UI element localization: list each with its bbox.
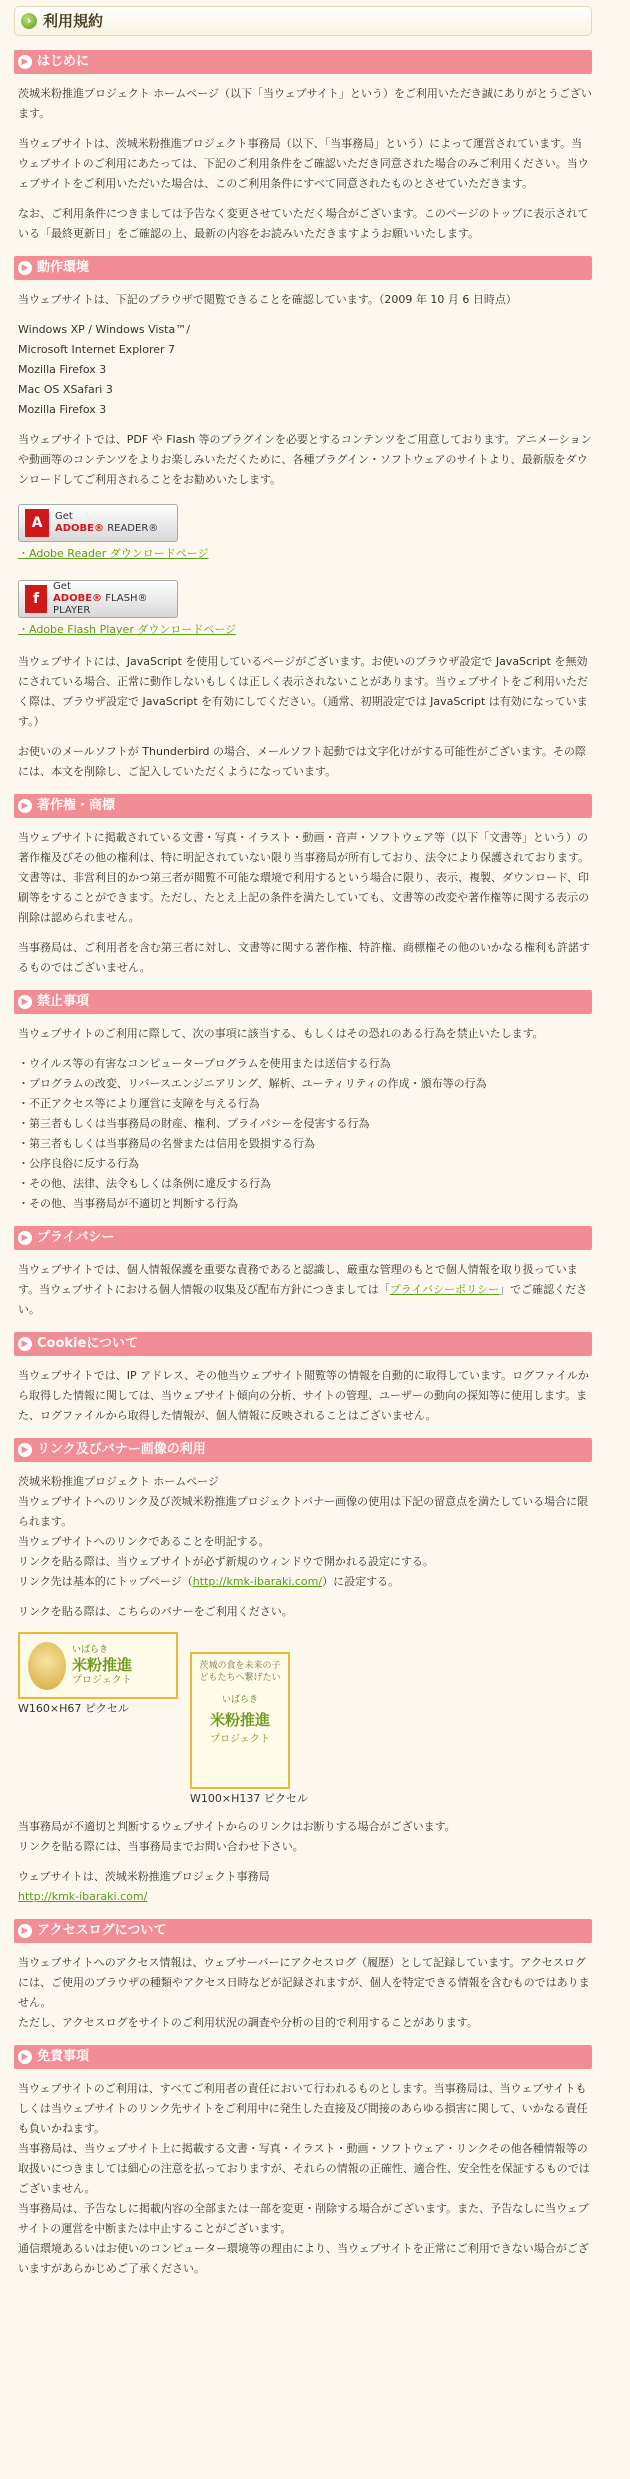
section-heading: ▶ 動作環境 xyxy=(14,256,592,280)
section-access-log xyxy=(14,1919,592,2033)
arrow-bullet-icon: › xyxy=(21,13,37,29)
disclaimer-paragraph-2: 当事務局は、当ウェブサイト上に掲載する文書・写真・イラスト・動画・ソフトウェア・リンクその他各種情報等の取扱いにつきましては細心の注意を払っておりますが、それらの情報の正確性、適合性、安全性を保証するものではございません。 xyxy=(18,2142,590,2195)
links-paragraph-1: 茨城米粉推進プロジェクト ホームページ xyxy=(18,1475,220,1488)
links-paragraph-4: リンクを貼る際は、当ウェブサイトが必ず新規のウィンドウで開かれる設定にする。 xyxy=(18,1555,434,1568)
arrow-icon: ▶ xyxy=(18,1924,32,1938)
cookie-paragraph: 当ウェブサイトでは、IP アドレス、その他当ウェブサイト閲覧等の情報を自動的に取得しています。ログファイルから取得した情報に関しては、当ウェブサイト傾向の分析、サイトの管理、ユーザーの動向の探知等に使用します。また、ログファイルから取得した情報が、個人情報に反映されることはございません。 xyxy=(18,1369,589,1422)
browser-list xyxy=(18,320,592,420)
list-item: ・不正アクセス等により運営に支障を与える行為 xyxy=(18,1097,260,1110)
list-item: ・その他、法律、法令もしくは条例に違反する行為 xyxy=(18,1177,271,1190)
env-paragraph-3: 当ウェブサイトには、JavaScript を使用しているページがございます。お使いのブラウザ設定で JavaScript を無効にされている場合、正常に動作しないもしくは正しく表示されないことがあります。当ウェブサイトをご利用いただく際は、ブラウザ設定で JavaScript を有効にしてください。（通常、初期設定では JavaScript は有効になっています。） xyxy=(18,655,588,728)
list-item: Windows XP / Windows Vista™/ xyxy=(18,323,190,336)
top-page-link[interactable]: http://kmk-ibaraki.com/ xyxy=(192,1575,323,1588)
section-prohibited xyxy=(14,990,592,1214)
prohibited-list xyxy=(18,1054,592,1214)
section-copyright xyxy=(14,794,592,978)
arrow-icon: ▶ xyxy=(18,995,32,1009)
arrow-icon: ▶ xyxy=(18,1231,32,1245)
banner-100 xyxy=(178,1632,308,1809)
banner-caption: W160×H67 ピクセル xyxy=(18,1702,129,1715)
get-flash-player-button[interactable]: f Get ADOBE® FLASH® PLAYER xyxy=(18,580,178,618)
intro-paragraph-2: 当ウェブサイトは、茨城米粉推進プロジェクト事務局（以下、「当事務局」という）によって運営されています。当ウェブサイトのご利用にあたっては、下記のご利用条件をご確認いただき同意された場合のみご利用ください。当ウェブサイトをご利用いただいた場合は、このご利用条件にすべて同意されたものとさせていただきます。 xyxy=(18,137,589,190)
flash-player-icon: f xyxy=(25,585,47,613)
list-item: ・公序良俗に反する行為 xyxy=(18,1157,139,1170)
links-paragraph-6: リンクを貼る際は、こちらのバナーをご利用ください。 xyxy=(18,1605,293,1618)
links-paragraph-8: リンクを貼る際には、当事務局までお問い合わせ下さい。 xyxy=(18,1840,304,1853)
section-links xyxy=(14,1438,592,1907)
section-environment xyxy=(14,256,592,782)
section-heading: ▶ プライバシー xyxy=(14,1226,592,1250)
list-item: Microsoft Internet Explorer 7 xyxy=(18,343,176,356)
env-paragraph-2: 当ウェブサイトでは、PDF や Flash 等のプラグインを必要とするコンテンツをご用意しております。アニメーションや動画等のコンテンツをよりお楽しみいただくために、各種プラグイン・ソフトウェアのサイトより、最新版をダウンロードしてご利用されることをお勧めいたします。 xyxy=(18,433,592,486)
section-heading: ▶ 禁止事項 xyxy=(14,990,592,1014)
list-item: ・その他、当事務局が不適切と判断する行為 xyxy=(18,1197,238,1210)
banner-caption: W100×H137 ピクセル xyxy=(190,1792,308,1805)
section-heading: ▶ 免責事項 xyxy=(14,2045,592,2069)
arrow-icon: ▶ xyxy=(18,55,32,69)
list-item: Mozilla Firefox 3 xyxy=(18,363,107,376)
accesslog-paragraph-1: 当ウェブサイトへのアクセス情報は、ウェブサーバーにアクセスログ（履歴）として記録しています。アクセスログには、ご使用のブラウザの種類やアクセス日時などが記録されますが、個人を特定できる情報を含むものではありません。 xyxy=(18,1956,590,2009)
copyright-paragraph-1: 当ウェブサイトに掲載されている文書・写真・イラスト・動画・音声・ソフトウェア等（以下「文書等」という）の著作権及びその他の権利は、特に明記されていない限り当事務局が所有しており、法令により保護されております。文書等は、非営利目的かつ第三者が閲覧不可能な環境で利用するという場合に限り、表示、複製、ダウンロード、印刷等をすることができます。ただし、たとえ上記の条件を満たしていても、文書等の改変や著作権等に関する表示の削除は認められません。 xyxy=(18,831,590,924)
arrow-icon: ▶ xyxy=(18,2050,32,2064)
arrow-icon: ▶ xyxy=(18,261,32,275)
get-adobe-reader-button[interactable]: A Get ADOBE® READER® xyxy=(18,504,178,542)
list-item: ・ウイルス等の有害なコンピュータープログラムを使用または送信する行為 xyxy=(18,1057,391,1070)
office-website-link[interactable]: http://kmk-ibaraki.com/ xyxy=(18,1890,148,1903)
links-paragraph-5: リンク先は基本的にトップページ（http://kmk-ibaraki.com/）に設定する。 xyxy=(18,1575,400,1588)
adobe-reader-icon: A xyxy=(25,509,49,537)
links-paragraph-9: ウェブサイトは、茨城米粉推進プロジェクト事務局 xyxy=(18,1870,270,1883)
list-item: Mozilla Firefox 3 xyxy=(18,403,107,416)
disclaimer-paragraph-1: 当ウェブサイトのご利用は、すべてご利用者の責任において行われるものとします。当事務局は、当ウェブサイトもしくは当ウェブサイトのリンク先サイトをご利用中に発生した直接及び間接のあらゆる損害に関して、いかなる責任も負いかねます。 xyxy=(18,2082,588,2135)
section-heading: ▶ リンク及びバナー画像の利用 xyxy=(14,1438,592,1462)
privacy-paragraph: 当ウェブサイトでは、個人情報保護を重要な責務であると認識し、厳重な管理のもとで個人情報を取り扱っています。当ウェブサイトにおける個人情報の収集及び配布方針につきましては「プライバシーポリシー」でご確認ください。 xyxy=(18,1263,588,1316)
page-header xyxy=(14,6,592,36)
banner-image-100x137[interactable]: 茨城の食を未来の子どもたちへ繋げたい いばらき 米粉推進 プロジェクト xyxy=(190,1652,290,1789)
list-item: ・プログラムの改変、リバースエンジニアリング、解析、ユーティリティの作成・頒布等の行為 xyxy=(18,1077,487,1090)
banner-group xyxy=(18,1632,592,1809)
env-paragraph-1: 当ウェブサイトは、下記のブラウザで閲覧できることを確認しています。（2009 年 10 月 6 日時点） xyxy=(18,293,517,306)
disclaimer-paragraph-3: 当事務局は、予告なしに掲載内容の全部または一部を変更・削除する場合がございます。また、予告なしに当ウェブサイトの運営を中断または中止することがございます。 xyxy=(18,2202,589,2235)
links-paragraph-2: 当ウェブサイトへのリンク及び茨城米粉推進プロジェクトバナー画像の使用は下記の留意点を満たしている場合に限られます。 xyxy=(18,1495,589,1528)
disclaimer-paragraph-4: 通信環境あるいはお使いのコンピューター環境等の理由により、当ウェブサイトを正常にご利用できない場合がございますがあらかじめご了承ください。 xyxy=(18,2242,589,2275)
list-item: ・第三者もしくは当事務局の財産、権利、プライバシーを侵害する行為 xyxy=(18,1117,370,1130)
links-paragraph-7: 当事務局が不適切と判断するウェブサイトからのリンクはお断りする場合がございます。 xyxy=(18,1820,456,1833)
banner-160 xyxy=(18,1632,178,1719)
section-heading: ▶ Cookieについて xyxy=(14,1332,592,1356)
accesslog-paragraph-2: ただし、アクセスログをサイトのご利用状況の調査や分析の目的で利用することがあります。 xyxy=(18,2016,479,2029)
section-disclaimer xyxy=(14,2045,592,2279)
page-title: 利用規約 xyxy=(43,12,104,30)
links-paragraph-3: 当ウェブサイトへのリンクであることを明記する。 xyxy=(18,1535,270,1548)
list-item: Mac OS XSafari 3 xyxy=(18,383,113,396)
rice-icon xyxy=(28,1642,66,1690)
section-intro xyxy=(14,50,592,244)
env-paragraph-4: お使いのメールソフトが Thunderbird の場合、メールソフト起動では文字化けがする可能性がございます。その際には、本文を削除し、ご記入していただくようになっています。 xyxy=(18,745,586,778)
section-heading: ▶ 著作権・商標 xyxy=(14,794,592,818)
arrow-icon: ▶ xyxy=(18,799,32,813)
flash-player-download-link[interactable]: ・Adobe Flash Player ダウンロードページ xyxy=(18,623,237,636)
intro-paragraph-3: なお、ご利用条件につきましては予告なく変更させていただく場合がございます。このページのトップに表示されている「最終更新日」をご確認の上、最新の内容をお読みいただきますようお願いいたします。 xyxy=(18,207,589,240)
arrow-icon: ▶ xyxy=(18,1443,32,1457)
intro-paragraph-1: 茨城米粉推進プロジェクト ホームページ（以下「当ウェブサイト」という）をご利用いただき誠にありがとうございます。 xyxy=(18,87,592,120)
section-heading: ▶ はじめに xyxy=(14,50,592,74)
copyright-paragraph-2: 当事務局は、ご利用者を含む第三者に対し、文書等に関する著作権、特許権、商標権その他のいかなる権利も許諾するものではございません。 xyxy=(18,941,590,974)
section-privacy xyxy=(14,1226,592,1320)
adobe-reader-download-link[interactable]: ・Adobe Reader ダウンロードページ xyxy=(18,547,209,560)
section-cookie xyxy=(14,1332,592,1426)
banner-image-160x67[interactable]: いばらき 米粉推進 プロジェクト xyxy=(18,1632,178,1699)
prohibited-paragraph: 当ウェブサイトのご利用に際して、次の事項に該当する、もしくはその恐れのある行為を禁止いたします。 xyxy=(18,1027,544,1040)
arrow-icon: ▶ xyxy=(18,1337,32,1351)
section-heading: ▶ アクセスログについて xyxy=(14,1919,592,1943)
privacy-policy-link[interactable]: プライバシーポリシー xyxy=(389,1283,500,1296)
list-item: ・第三者もしくは当事務局の名誉または信用を毀損する行為 xyxy=(18,1137,315,1150)
